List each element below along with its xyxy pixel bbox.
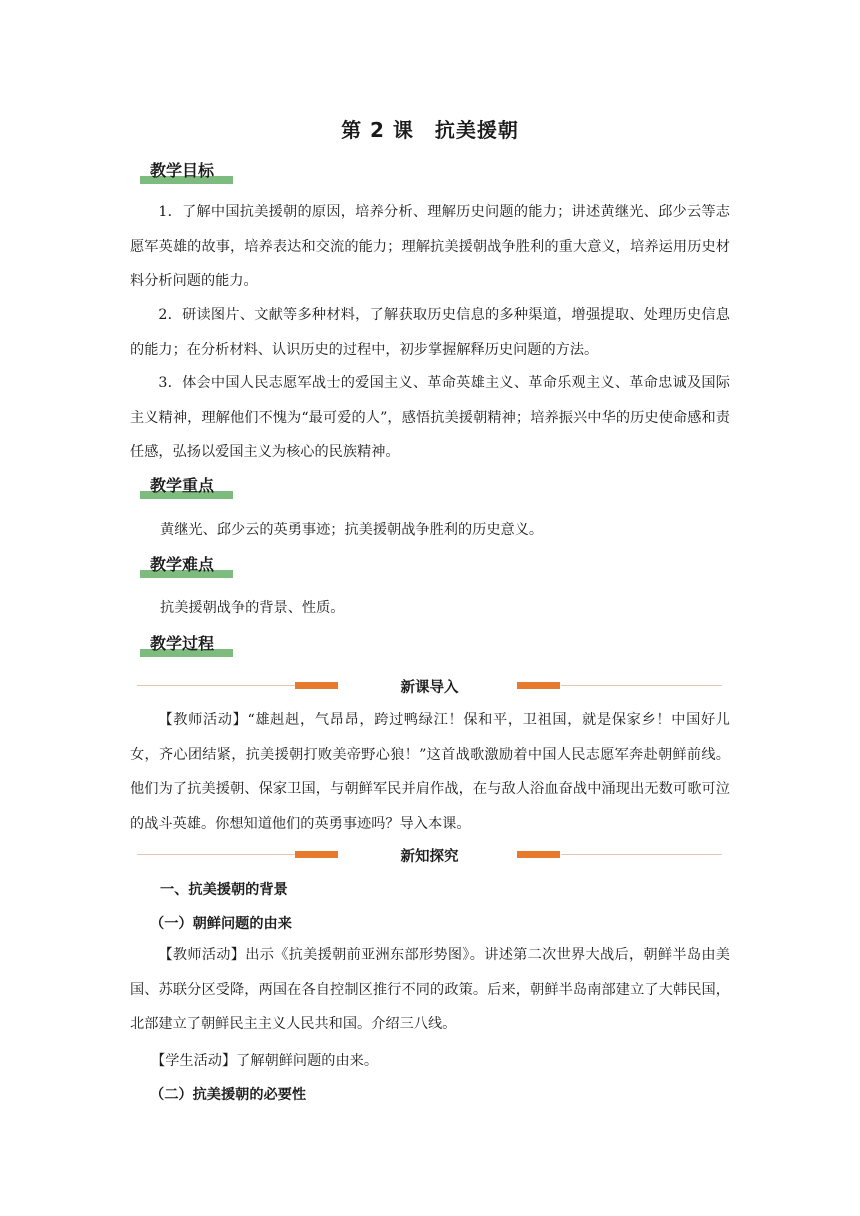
heading-label: 教学目标	[150, 161, 215, 180]
intro-text: “雄赳赳，气昂昂，跨过鸭绿江！保和平，卫祖国，就是保家乡！中国好儿女，齐心团结紧，抗美援朝打败美帝野心狼！”这首战歌激励着中国人民志愿军奔赴朝鲜前线。他们为了抗美援朝、保家卫国，与朝鲜军民并肩作战，在与敌人浴血奋战中涌现出无数可歌可泣的战斗英雄。你想知道他们的英勇事迹吗？导入本课。	[130, 712, 730, 832]
teacher-activity-tag: 【教师活动】	[158, 712, 248, 728]
teacher-activity-tag: 【教师活动】	[158, 947, 246, 963]
student-activity-tag: 【学生活动】	[151, 1053, 237, 1069]
divider-block-right	[517, 682, 560, 689]
objective-item-3: 3．体会中国人民志愿军战士的爱国主义、革命英雄主义、革命乐观主义、革命忠诚及国际主义精神，理解他们不愧为“最可爱的人”，感悟抗美援朝精神；培养振兴中华的历史使命感和责任感，弘扬以爱国主义为核心的民族精神。	[130, 375, 730, 460]
objective-item-1: 1．了解中国抗美援朝的原因，培养分析、理解历史问题的能力；讲述黄继光、邱少云等志愿军英雄的故事，培养表达和交流的能力；理解抗美援朝战争胜利的重大意义，培养运用历史材料分析问题的能力。	[130, 204, 730, 289]
intro-paragraph	[130, 703, 730, 841]
divider-block-left	[295, 682, 338, 689]
divider-label: 新知探究	[400, 849, 459, 865]
heading-label: 教学难点	[150, 555, 215, 574]
divider-explore	[137, 845, 722, 865]
section-heading-difficulties	[140, 554, 233, 578]
student-activity-line	[151, 1050, 378, 1070]
divider-line-right	[561, 685, 722, 686]
divider-block-left	[295, 851, 338, 858]
key-points-text: 黄继光、邱少云的英勇事迹；抗美援朝战争胜利的历史意义。	[160, 522, 544, 538]
divider-label: 新课导入	[400, 680, 459, 696]
heading-label: 教学过程	[150, 634, 215, 653]
part-heading-background: 一、抗美援朝的背景	[160, 882, 288, 898]
objective-item-2: 2．研读图片、文献等多种材料，了解获取历史信息的多种渠道，增强提取、处理历史信息的能力；在分析材料、认识历史的过程中，初步掌握解释历史问题的方法。	[130, 307, 730, 358]
divider-line-left	[137, 854, 295, 855]
divider-intro	[137, 676, 722, 696]
divider-line-right	[561, 854, 722, 855]
student-activity-text: 了解朝鲜问题的由来。	[236, 1053, 379, 1069]
difficulties-text: 抗美援朝战争的背景、性质。	[160, 600, 345, 616]
divider-line-left	[137, 685, 295, 686]
section-heading-key-points	[140, 475, 233, 499]
subheading-korea-origin: （一）朝鲜问题的由来	[150, 916, 292, 932]
teacher-activity-paragraph	[130, 938, 730, 1042]
teacher-activity-text: 出示《抗美援朝前亚洲东部形势图》。讲述第二次世界大战后，朝鲜半岛由美国、苏联分区受降，两国在各自控制区推行不同的政策。后来，朝鲜半岛南部建立了大韩民国，北部建立了朝鲜民主主义人民共和国。介绍三八线。	[130, 947, 730, 1032]
page-title: 第 2 课 抗美援朝	[341, 118, 519, 142]
section-heading-process	[140, 633, 233, 657]
heading-label: 教学重点	[150, 476, 215, 495]
divider-block-right	[517, 851, 560, 858]
subheading-necessity: （二）抗美援朝的必要性	[150, 1087, 307, 1103]
section-heading-objectives	[140, 160, 233, 184]
